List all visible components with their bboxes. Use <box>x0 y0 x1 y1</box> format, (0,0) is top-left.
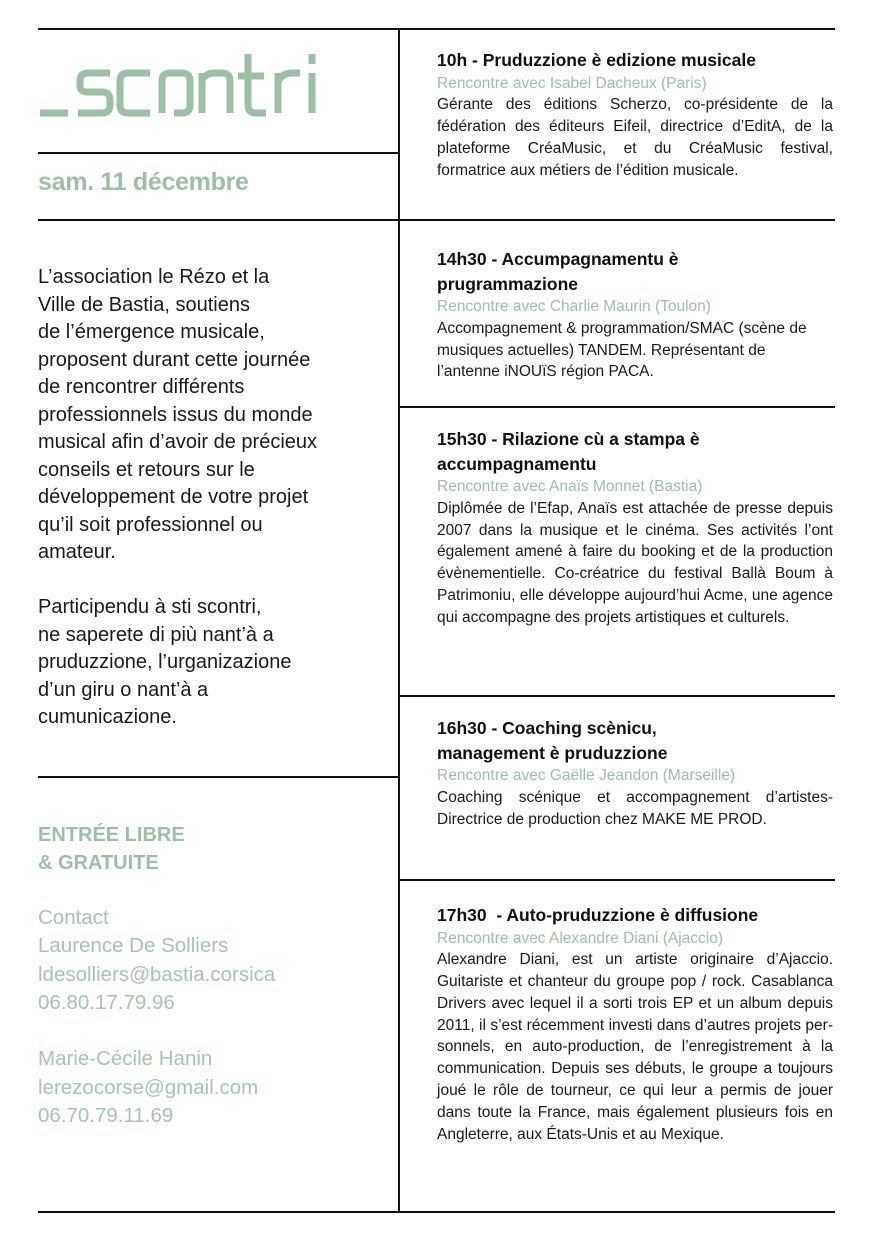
session-item <box>437 903 833 1145</box>
intro-line: amateur. <box>38 541 116 563</box>
intro-line: qu’il soit professionnel ou <box>38 513 263 536</box>
contact-name: Marie-Cécile Hanin <box>38 1047 213 1071</box>
intro-paragraph-corsican <box>38 594 388 732</box>
bottom-rule <box>38 1211 835 1213</box>
intro-line: ne saperete di più nant’à a <box>38 623 274 646</box>
scontri-logo-mark <box>38 50 318 120</box>
session-divider <box>399 406 835 408</box>
event-date: sam. 11 décembre <box>38 168 249 196</box>
session-description: Coaching scénique et accompagnement d’artistes- Directrice de production chez MAKE ME PROD. <box>437 788 833 828</box>
contact-email[interactable]: lerezocorse@gmail.com <box>38 1075 259 1099</box>
admission-line-1: ENTRÉE LIBRE <box>38 824 185 846</box>
contact-person-2 <box>38 1045 275 1130</box>
contact-label: Contact <box>38 906 109 929</box>
session-divider <box>399 695 835 697</box>
session-title: 14h30 - Accumpagnamentu è prugrammazione <box>437 249 679 294</box>
session-description: Accompagnement & programmation/SMAC (scène de musiques actuelles) TANDEM. Représentant de l’antenne iNOUïS région PACA. <box>437 319 807 381</box>
intro-line: cumunicazione. <box>38 706 177 728</box>
contact-email[interactable]: ldesolliers@bastia.corsica <box>38 962 276 986</box>
intro-line: de l’émergence musicale, <box>38 321 265 343</box>
contact-person-1 <box>38 904 275 1017</box>
session-speaker: Rencontre avec Gaëlle Jeandon (Marseille) <box>437 767 736 784</box>
session-speaker: Rencontre avec Anaïs Monnet (Bastia) <box>437 478 703 495</box>
intro-paragraph-french <box>38 264 388 567</box>
contact-block <box>38 904 275 1159</box>
admission-line-2: & GRATUITE <box>38 852 159 874</box>
session-title: 16h30 - Coaching scènicu, management è pruduzzione <box>437 718 668 763</box>
intro-line: L’association le Rézo et la <box>38 266 270 288</box>
session-item <box>437 48 833 181</box>
logo-rule <box>38 152 399 154</box>
scontri-logo <box>38 50 318 120</box>
session-title: 10h - Pruduzzione è edizione musicale <box>437 50 756 70</box>
intro-rule <box>38 776 399 778</box>
session-item <box>437 716 833 830</box>
admission-note <box>38 821 185 877</box>
session-description: Diplômée de l’Efap, Anaïs est attachée de presse depuis 2007 dans la musique et le cinéma. Ses activités l’ont également amené à faire du booking et de la production évènementielle. Co-créatrice du festival Ballà Boum à Patrimoniu, elle développe aujourd’hui Acme, une agence qui accompagne des projets artistiques et culturels. <box>437 499 833 626</box>
intro-line: musical afin d’avoir de précieux <box>38 431 318 453</box>
session-speaker: Rencontre avec Alexandre Diani (Ajaccio) <box>437 929 724 947</box>
intro-text <box>38 264 388 759</box>
intro-line: conseils et retours sur le <box>38 458 255 481</box>
intro-line: pruduzzione, l’urganizazione <box>38 651 292 673</box>
top-rule <box>38 28 835 30</box>
session-description: Gérante des éditions Scherzo, co-présidente de la fédération des éditeurs Eifeil, directrice d’EditA, de la plateforme CréaMusic, et du CréaMusic festival, formatrice aux métiers de l’édition musicale. <box>437 96 833 179</box>
date-rule <box>38 219 835 221</box>
intro-line: Participendu à sti scontri, <box>38 596 262 618</box>
intro-line: professionnels issus du monde <box>38 403 313 426</box>
intro-line: développement de votre projet <box>38 486 309 508</box>
session-description: Alexandre Diani, est un artiste originaire d’Ajaccio. Guitariste et chanteur du groupe pop / rock. Casablanca Drivers avec lequel il a sorti trois EP et un album depuis 2011, il s’est récemment investi dans d’autres projets personnels, en auto-production, de l’enregistrement à la communication. Depuis ses débuts, le groupe a toujours joué le rôle de tourneur, ce qui leur a permis de jouer dans toute la France, mais également plusieurs fois en Angleterre, aux États-Unis et au Mexique. <box>437 951 833 1143</box>
intro-line: de rencontrer différents <box>38 376 245 398</box>
column-divider <box>398 28 400 1212</box>
session-item <box>437 247 833 383</box>
intro-line: d’un giru o nant’à a <box>38 678 209 701</box>
session-item <box>437 427 833 629</box>
session-title: 17h30 - Auto-pruduzzione è diffusione <box>437 905 759 925</box>
session-divider <box>399 879 835 881</box>
contact-phone[interactable]: 06.70.79.11.69 <box>38 1104 174 1128</box>
intro-line: Ville de Bastia, soutiens <box>38 293 250 316</box>
session-title: 15h30 - Rilazione cù a stampa è accumpagnamentu <box>437 429 700 474</box>
contact-name: Laurence De Solliers <box>38 934 229 958</box>
intro-line: proposent durant cette journée <box>38 348 311 371</box>
session-speaker: Rencontre avec Isabel Dacheux (Paris) <box>437 74 707 92</box>
contact-phone[interactable]: 06.80.17.79.96 <box>38 990 175 1014</box>
session-speaker: Rencontre avec Charlie Maurin (Toulon) <box>437 298 711 315</box>
